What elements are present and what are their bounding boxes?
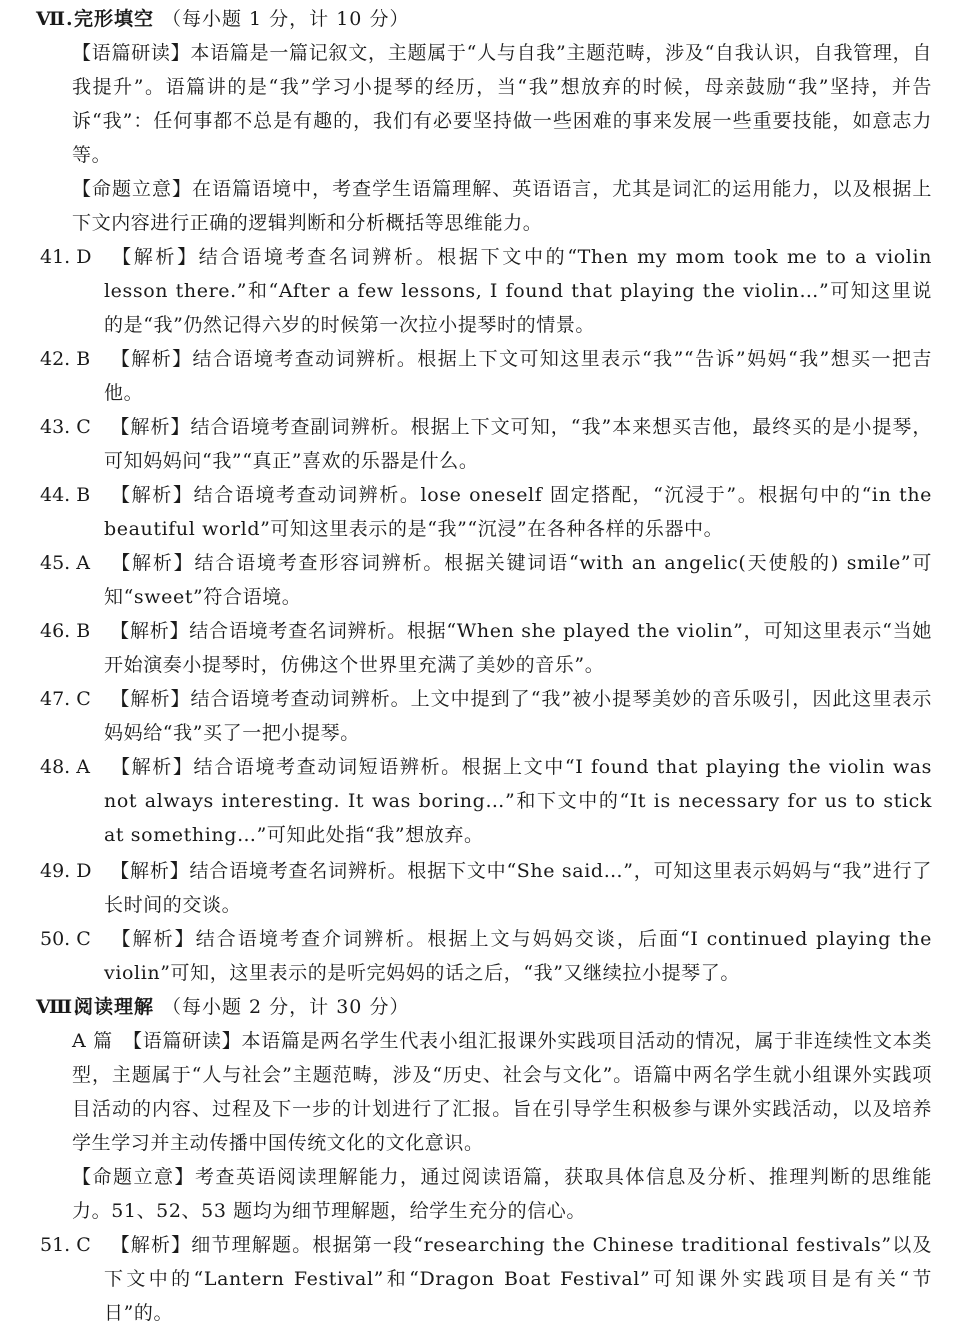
answer-item-50 <box>40 922 932 990</box>
answer-explanation: 【解析】结合语境考查动词辨析。lose oneself 固定搭配，“沉浸于”。根据句中的“in the beautiful world”可知这里表示的是“我”“沉浸”在各种各样的乐器中。 <box>104 484 932 540</box>
section-8-heading <box>36 990 409 1024</box>
section-8-design-intent: 【命题立意】考查英语阅读理解能力，通过阅读语篇，获取具体信息及分析、推理判断的思维能力。51、52、53 题均为细节理解题，给学生充分的信心。 <box>72 1166 932 1222</box>
answer-item-47 <box>40 682 932 750</box>
section-8-score-note: （每小题 2 分，计 30 分） <box>162 996 410 1018</box>
answer-label: 41. D <box>40 246 92 268</box>
answer-explanation: 【解析】结合语境考查介词辨析。根据上文与妈妈交谈，后面“I continued playing the violin”可知，这里表示的是听完妈妈的话之后，“我”又继续拉小提琴了。 <box>104 928 932 984</box>
answer-item-51 <box>40 1228 932 1330</box>
answer-label: 49. D <box>40 860 92 882</box>
answer-explanation: 【解析】结合语境考查动词辨析。上文中提到了“我”被小提琴美妙的音乐吸引，因此这里表示妈妈给“我”买了一把小提琴。 <box>104 688 932 744</box>
section-7-score-note: （每小题 1 分，计 10 分） <box>162 8 410 30</box>
answer-explanation: 【解析】结合语境考查名词辨析。根据下文中“She said…”，可知这里表示妈妈与“我”进行了长时间的交谈。 <box>104 860 932 916</box>
answer-item-41 <box>40 240 932 342</box>
answer-explanation: 【解析】结合语境考查名词辨析。根据下文中的“Then my mom took me to a violin lesson there.”和“After a few lessons, I found that playing the violin…”可知这里说的是“我”仍然记得六岁的时候第一次拉小提琴时的情景。 <box>104 246 932 336</box>
answer-item-45 <box>40 546 932 614</box>
section-7-heading <box>36 2 409 36</box>
answer-explanation: 【解析】结合语境考查形容词辨析。根据关键词语“with an angelic(天使般的) smile”可知“sweet”符合语境。 <box>104 552 932 608</box>
answer-explanation: 【解析】细节理解题。根据第一段“researching the Chinese traditional festivals”以及下文中的“Lantern Festival”和“Dragon Boat Festival”可知课外实践项目是有关“节日”的。 <box>104 1234 932 1324</box>
answer-label: 42. B <box>40 348 91 370</box>
section-8-text-analysis: A 篇 【语篇研读】本语篇是两名学生代表小组汇报课外实践项目活动的情况，属于非连续性文本类型，主题属于“人与社会”主题范畴，涉及“历史、社会与文化”。语篇中两名学生就小组课外实践项目活动的内容、过程及下一步的计划进行了汇报。旨在引导学生积极参与课外实践活动，以及培养学生学习并主动传播中国传统文化的文化意识。 <box>72 1030 932 1154</box>
answer-item-44 <box>40 478 932 546</box>
answer-item-42 <box>40 342 932 410</box>
section-8-title: 阅读理解 <box>74 996 155 1018</box>
answer-label: 46. B <box>40 620 91 642</box>
answer-item-48 <box>40 750 932 852</box>
answer-item-43 <box>40 410 932 478</box>
answer-label: 47. C <box>40 688 91 710</box>
answer-explanation: 【解析】结合语境考查动词辨析。根据上下文可知这里表示“我”“告诉”妈妈“我”想买一把吉他。 <box>104 348 932 404</box>
answer-explanation: 【解析】结合语境考查副词辨析。根据上下文可知，“我”本来想买吉他，最终买的是小提琴，可知妈妈问“我”“真正”喜欢的乐器是什么。 <box>104 416 932 472</box>
answer-label: 44. B <box>40 484 91 506</box>
answer-item-49 <box>40 854 932 922</box>
section-7-title: 完形填空 <box>74 8 155 30</box>
section-7-design-intent: 【命题立意】在语篇语境中，考查学生语篇理解、英语语言，尤其是词汇的运用能力，以及根据上下文内容进行正确的逻辑判断和分析概括等思维能力。 <box>72 178 932 234</box>
answer-label: 51. C <box>40 1234 91 1256</box>
answer-explanation: 【解析】结合语境考查名词辨析。根据“When she played the violin”，可知这里表示“当她开始演奏小提琴时，仿佛这个世界里充满了美妙的音乐”。 <box>104 620 932 676</box>
answer-explanation: 【解析】结合语境考查动词短语辨析。根据上文中“I found that playing the violin was not always interesting. It was boring…”和下文中的“It is necessary for us to stick at something…”可知此处指“我”想放弃。 <box>104 756 932 846</box>
answer-item-46 <box>40 614 932 682</box>
answer-label: 50. C <box>40 928 91 950</box>
answer-label: 43. C <box>40 416 91 438</box>
section-8-number: Ⅷ. <box>36 996 81 1018</box>
answer-label: 48. A <box>40 756 90 778</box>
section-7-number: Ⅶ. <box>36 8 74 30</box>
section-7-text-analysis: 【语篇研读】本语篇是一篇记叙文，主题属于“人与自我”主题范畴，涉及“自我认识，自我管理，自我提升”。语篇讲的是“我”学习小提琴的经历，当“我”想放弃的时候，母亲鼓励“我”坚持，并告诉“我”：任何事都不总是有趣的，我们有必要坚持做一些困难的事来发展一些重要技能，如意志力等。 <box>72 42 932 166</box>
answer-label: 45. A <box>40 552 90 574</box>
